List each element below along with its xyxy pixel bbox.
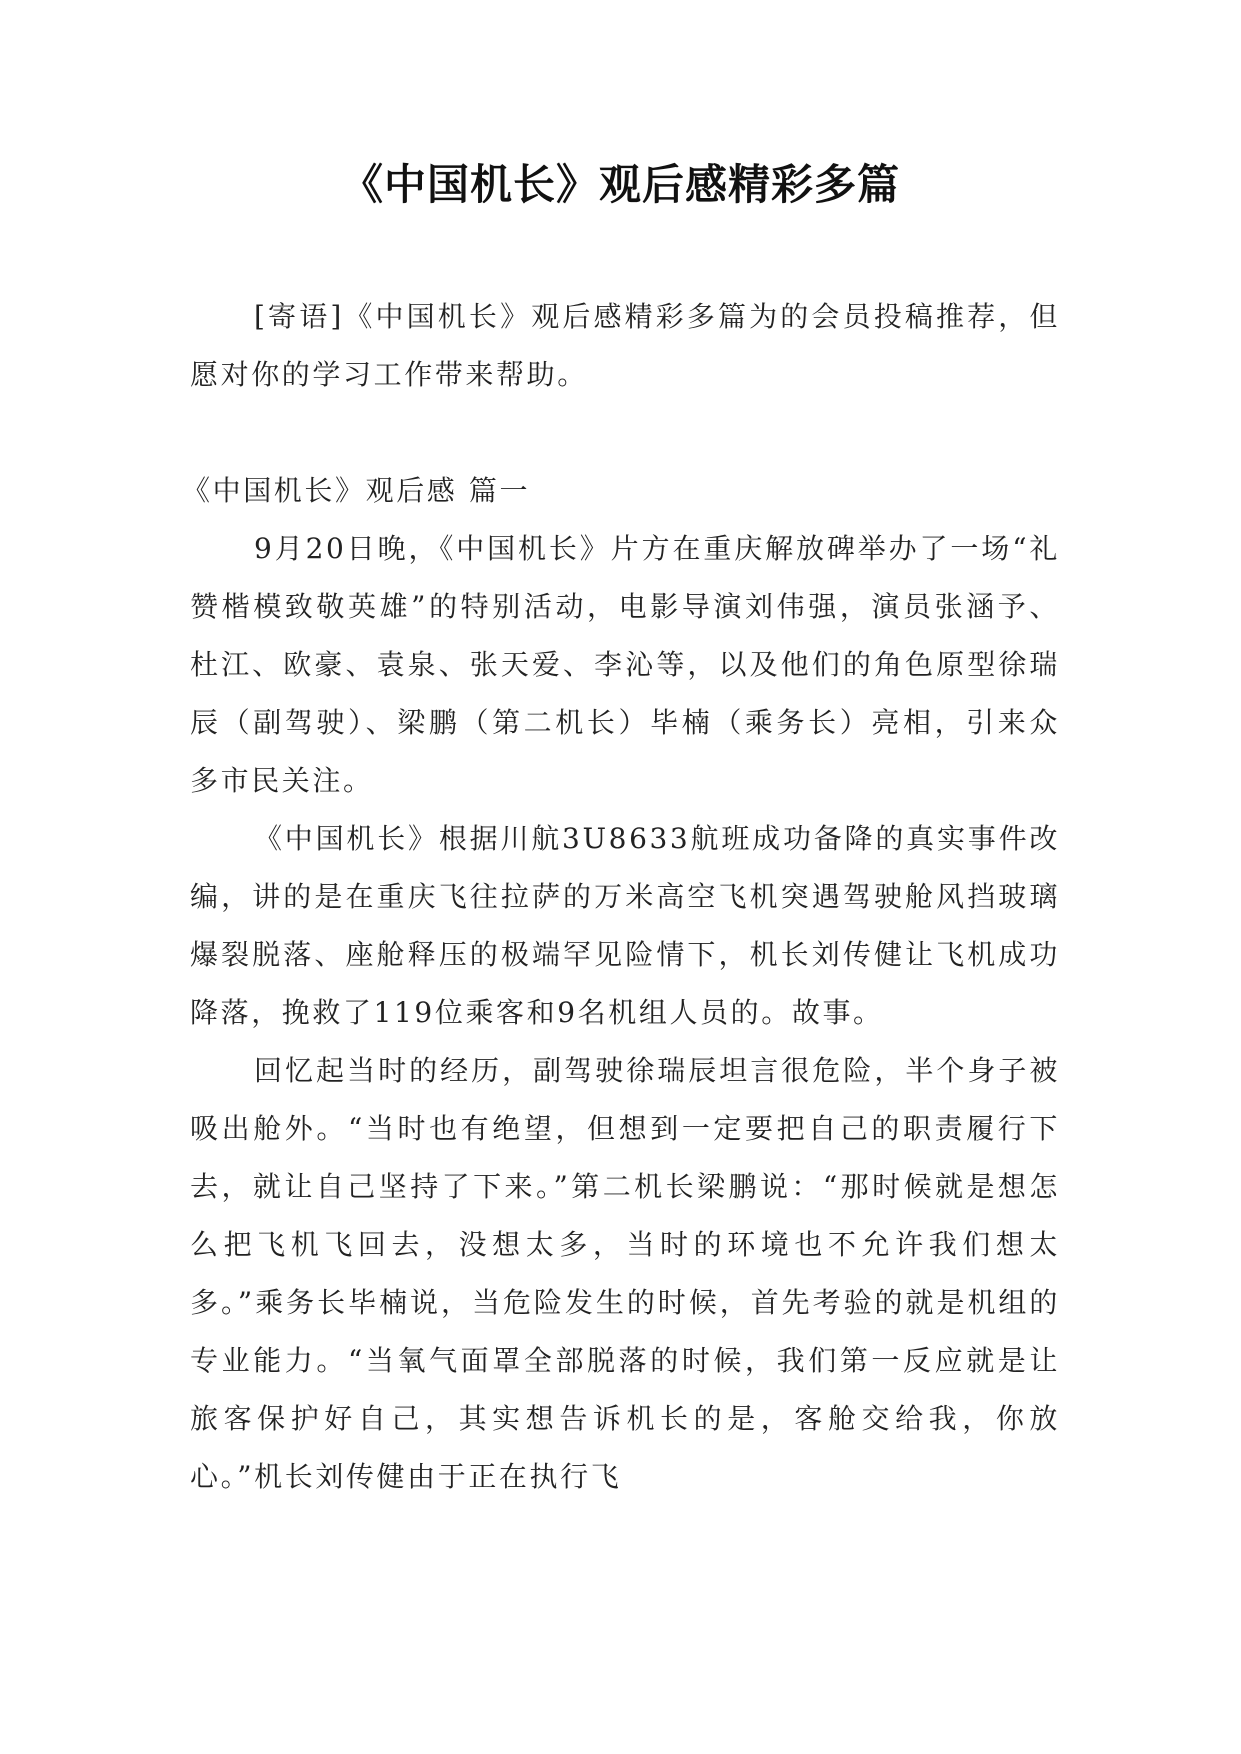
document-body — [182, 288, 1060, 1506]
intro-paragraph: [寄语]《中国机长》观后感精彩多篇为的会员投稿推荐，但愿对你的学习工作带来帮助。 — [190, 300, 1060, 391]
section-heading: 《中国机长》观后感 篇一 — [182, 474, 531, 507]
body-paragraph: 9月20日晚，《中国机长》片方在重庆解放碑举办了一场“礼赞楷模致敬英雄”的特别活动，电影导演刘伟强，演员张涵予、杜江、欧豪、袁泉、张天爱、李沁等，以及他们的角色原型徐瑞辰（副驾驶）、梁鹏（第二机长）毕楠（乘务长）亮相，引来众多市民关注。 — [190, 532, 1060, 797]
document-title: 《中国机长》观后感精彩多篇 — [340, 160, 900, 209]
body-paragraph: 《中国机长》根据川航3U8633航班成功备降的真实事件改编，讲的是在重庆飞往拉萨的万米高空飞机突遇驾驶舱风挡玻璃爆裂脱落、座舱释压的极端罕见险情下，机长刘传健让飞机成功降落，挽救了119位乘客和9名机组人员的。故事。 — [190, 822, 1060, 1029]
body-paragraph: 回忆起当时的经历，副驾驶徐瑞辰坦言很危险，半个身子被吸出舱外。“当时也有绝望，但想到一定要把自己的职责履行下去，就让自己坚持了下来。”第二机长梁鹏说：“那时候就是想怎么把飞机飞回去，没想太多，当时的环境也不允许我们想太多。”乘务长毕楠说，当危险发生的时候，首先考验的就是机组的专业能力。“当氧气面罩全部脱落的时候，我们第一反应就是让旅客保护好自己，其实想告诉机长的是，客舱交给我，你放心。”机长刘传健由于正在执行飞 — [190, 1054, 1060, 1493]
